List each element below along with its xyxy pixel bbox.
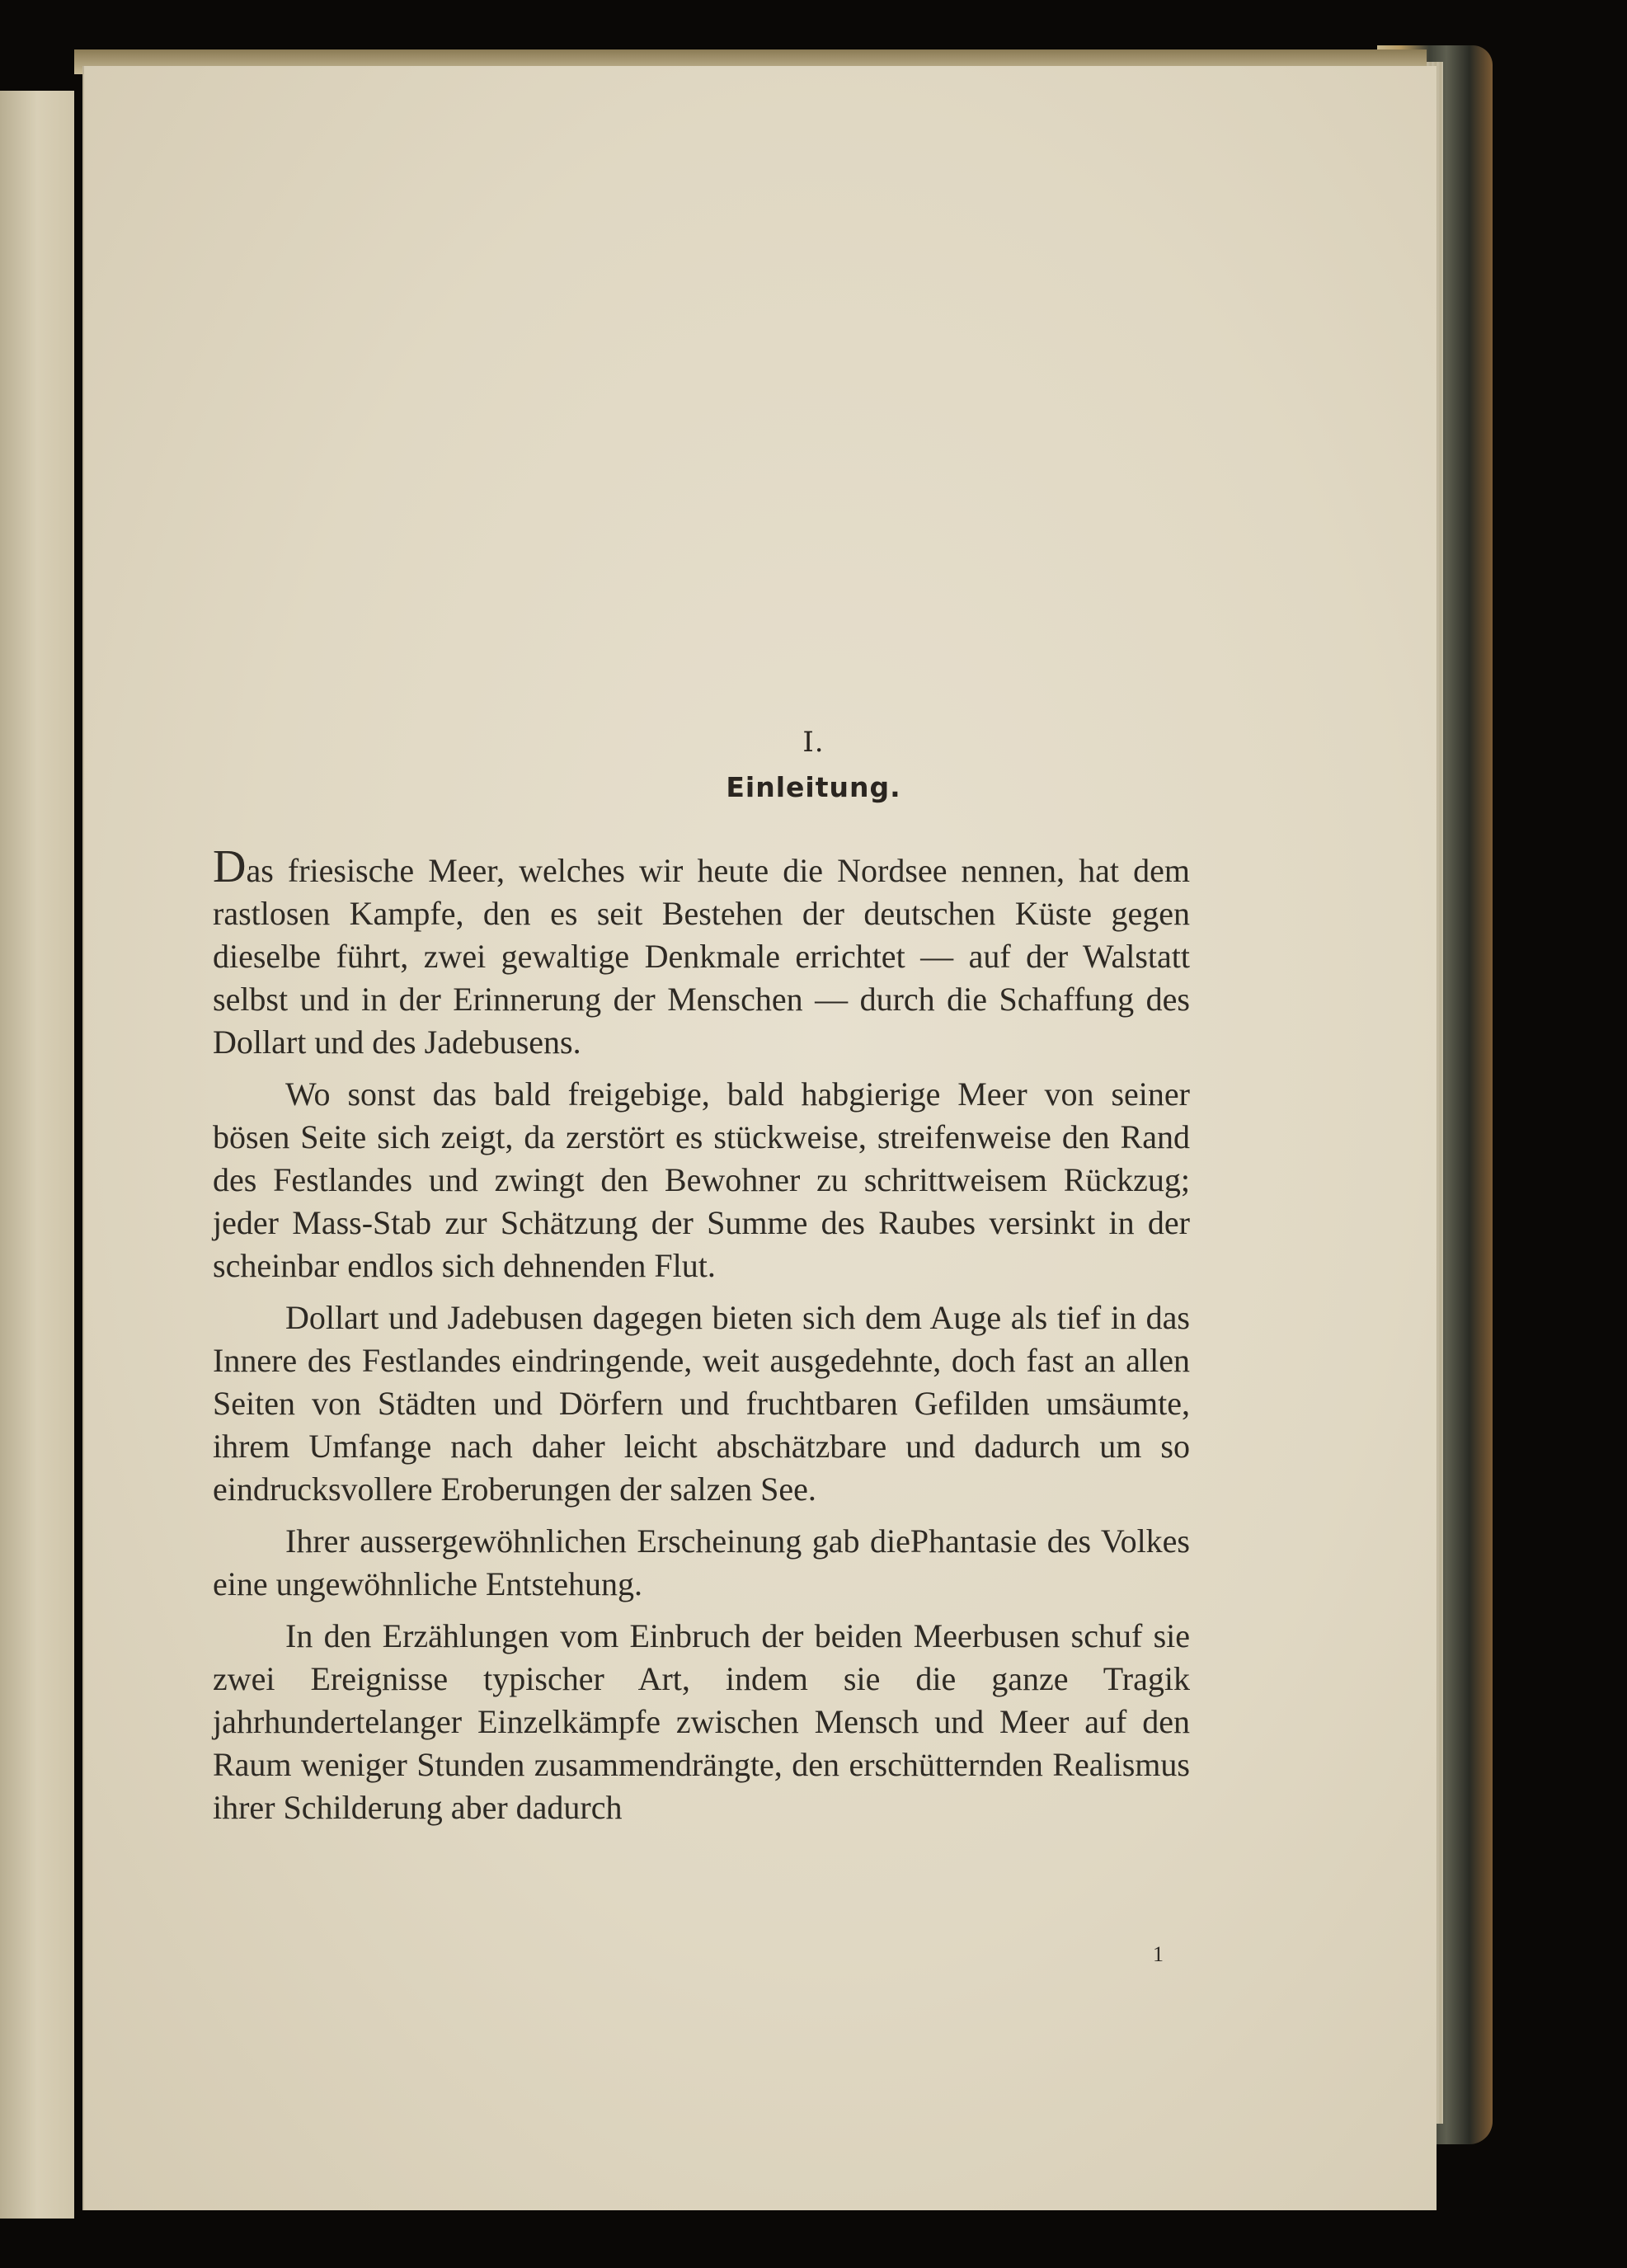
page-number: 1 xyxy=(1153,1942,1164,1966)
chapter-title: Einleitung. xyxy=(726,771,901,803)
body-text xyxy=(213,841,1190,1838)
drop-cap: D xyxy=(213,841,247,892)
left-page-edge xyxy=(0,91,74,2219)
paragraph xyxy=(213,841,1190,1064)
paragraph: Ihrer aussergewöhnlichen Erscheinung gab diePhantasie des Volkes eine ungewöhnliche Entstehung. xyxy=(213,1522,1190,1602)
paragraph: Wo sonst das bald freigebige, bald habgierige Meer von seiner bösen Seite sich zeigt, da zerstört es stückweise, streifenweise den Rand des Festlandes und zwingt den Bewohner zu schrittweisem Rückzug; jeder Mass-Stab zur Schätzung der Summe des Raubes versinkt in der scheinbar endlos sich dehnenden Flut. xyxy=(213,1075,1190,1284)
chapter-number: I. xyxy=(802,726,825,759)
paragraph: Dollart und Jadebusen dagegen bieten sich dem Auge als tief in das Innere des Festlandes eindringende, weit ausgedehnte, doch fast an allen Seiten von Städten und Dörfern und fruchtbaren Gefilden umsäumte, ihrem Umfange nach daher leicht abschätzbare und dadurch um so eindrucksvollere Eroberungen der salzen See. xyxy=(213,1299,1190,1508)
paragraph-text: as friesische Meer, welches wir heute die Nordsee nennen, hat dem rastlosen Kampfe, den es seit Bestehen der deutschen Küste gegen dieselbe führt, zwei gewaltige Denkmale errichtet — auf der Walstatt selbst und in der Erinnerung der Menschen — durch die Schaffung des Dollart und des Jadebusens. xyxy=(213,852,1190,1061)
paragraph: In den Erzählungen vom Einbruch der beiden Meerbusen schuf sie zwei Ereignisse typischer Art, indem sie die ganze Tragik jahrhundertelanger Einzelkämpfe zwischen Mensch und Meer auf den Raum weniger Stunden zusammendrängte, den erschütternden Realismus ihrer Schilderung aber dadurch xyxy=(213,1617,1190,1826)
